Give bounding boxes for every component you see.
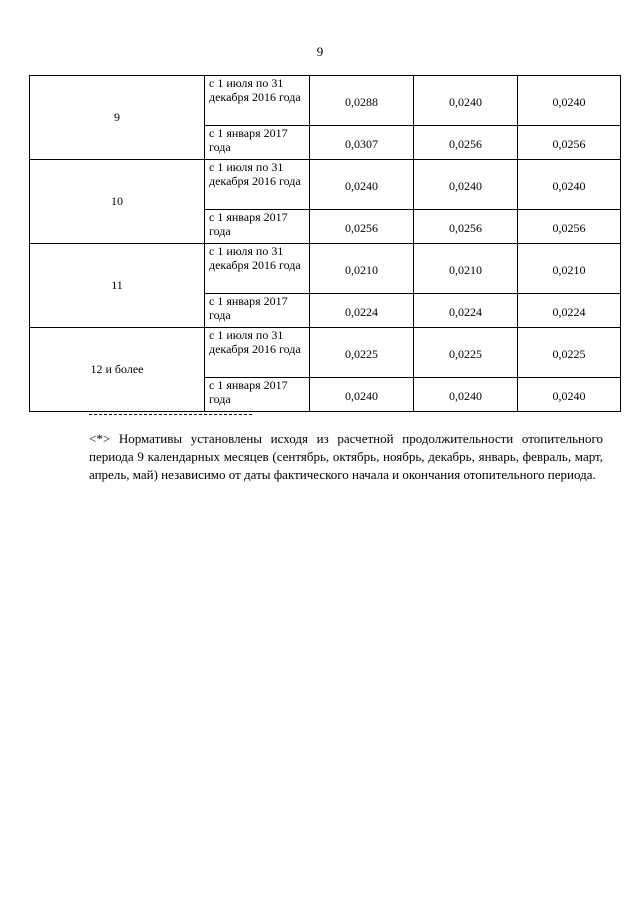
floors-cell: 9 — [30, 76, 205, 160]
norms-table — [29, 75, 621, 412]
page-number: 9 — [316, 44, 324, 59]
table-row — [30, 328, 621, 378]
value-cell: 0,0240 — [414, 76, 518, 126]
value-cell: 0,0225 — [518, 328, 621, 378]
period-cell: с 1 января 2017 года — [205, 294, 310, 328]
table-row — [30, 244, 621, 294]
value-cell: 0,0210 — [518, 244, 621, 294]
value-cell: 0,0307 — [310, 126, 414, 160]
value-cell: 0,0256 — [414, 126, 518, 160]
value-cell: 0,0210 — [310, 244, 414, 294]
value-cell: 0,0256 — [518, 126, 621, 160]
value-cell: 0,0240 — [414, 378, 518, 412]
value-cell: 0,0256 — [414, 210, 518, 244]
period-cell: с 1 июля по 31 декабря 2016 года — [205, 160, 310, 210]
value-cell: 0,0256 — [518, 210, 621, 244]
value-cell: 0,0224 — [310, 294, 414, 328]
value-cell: 0,0240 — [518, 160, 621, 210]
period-cell: с 1 июля по 31 декабря 2016 года — [205, 76, 310, 126]
table-row — [30, 76, 621, 126]
period-cell: с 1 июля по 31 декабря 2016 года — [205, 244, 310, 294]
value-cell: 0,0240 — [310, 160, 414, 210]
value-cell: 0,0256 — [310, 210, 414, 244]
value-cell: 0,0225 — [310, 328, 414, 378]
value-cell: 0,0288 — [310, 76, 414, 126]
value-cell: 0,0224 — [518, 294, 621, 328]
value-cell: 0,0224 — [414, 294, 518, 328]
period-cell: с 1 января 2017 года — [205, 126, 310, 160]
value-cell: 0,0210 — [414, 244, 518, 294]
floors-cell: 12 и более — [30, 328, 205, 412]
footnote-separator — [89, 414, 252, 415]
value-cell: 0,0240 — [310, 378, 414, 412]
floors-cell: 10 — [30, 160, 205, 244]
period-cell: с 1 января 2017 года — [205, 210, 310, 244]
value-cell: 0,0225 — [414, 328, 518, 378]
period-cell: с 1 июля по 31 декабря 2016 года — [205, 328, 310, 378]
value-cell: 0,0240 — [518, 378, 621, 412]
period-cell: с 1 января 2017 года — [205, 378, 310, 412]
table-row — [30, 160, 621, 210]
floors-cell: 11 — [30, 244, 205, 328]
footnote-text: <*> Нормативы установлены исходя из расчетной продолжительности отопительного периода 9 календарных месяцев (сентябрь, октябрь, ноябрь, декабрь, январь, февраль, март, апрель, май) независимо от даты фактического начала и окончания отопительного периода. — [89, 431, 603, 482]
value-cell: 0,0240 — [518, 76, 621, 126]
value-cell: 0,0240 — [414, 160, 518, 210]
